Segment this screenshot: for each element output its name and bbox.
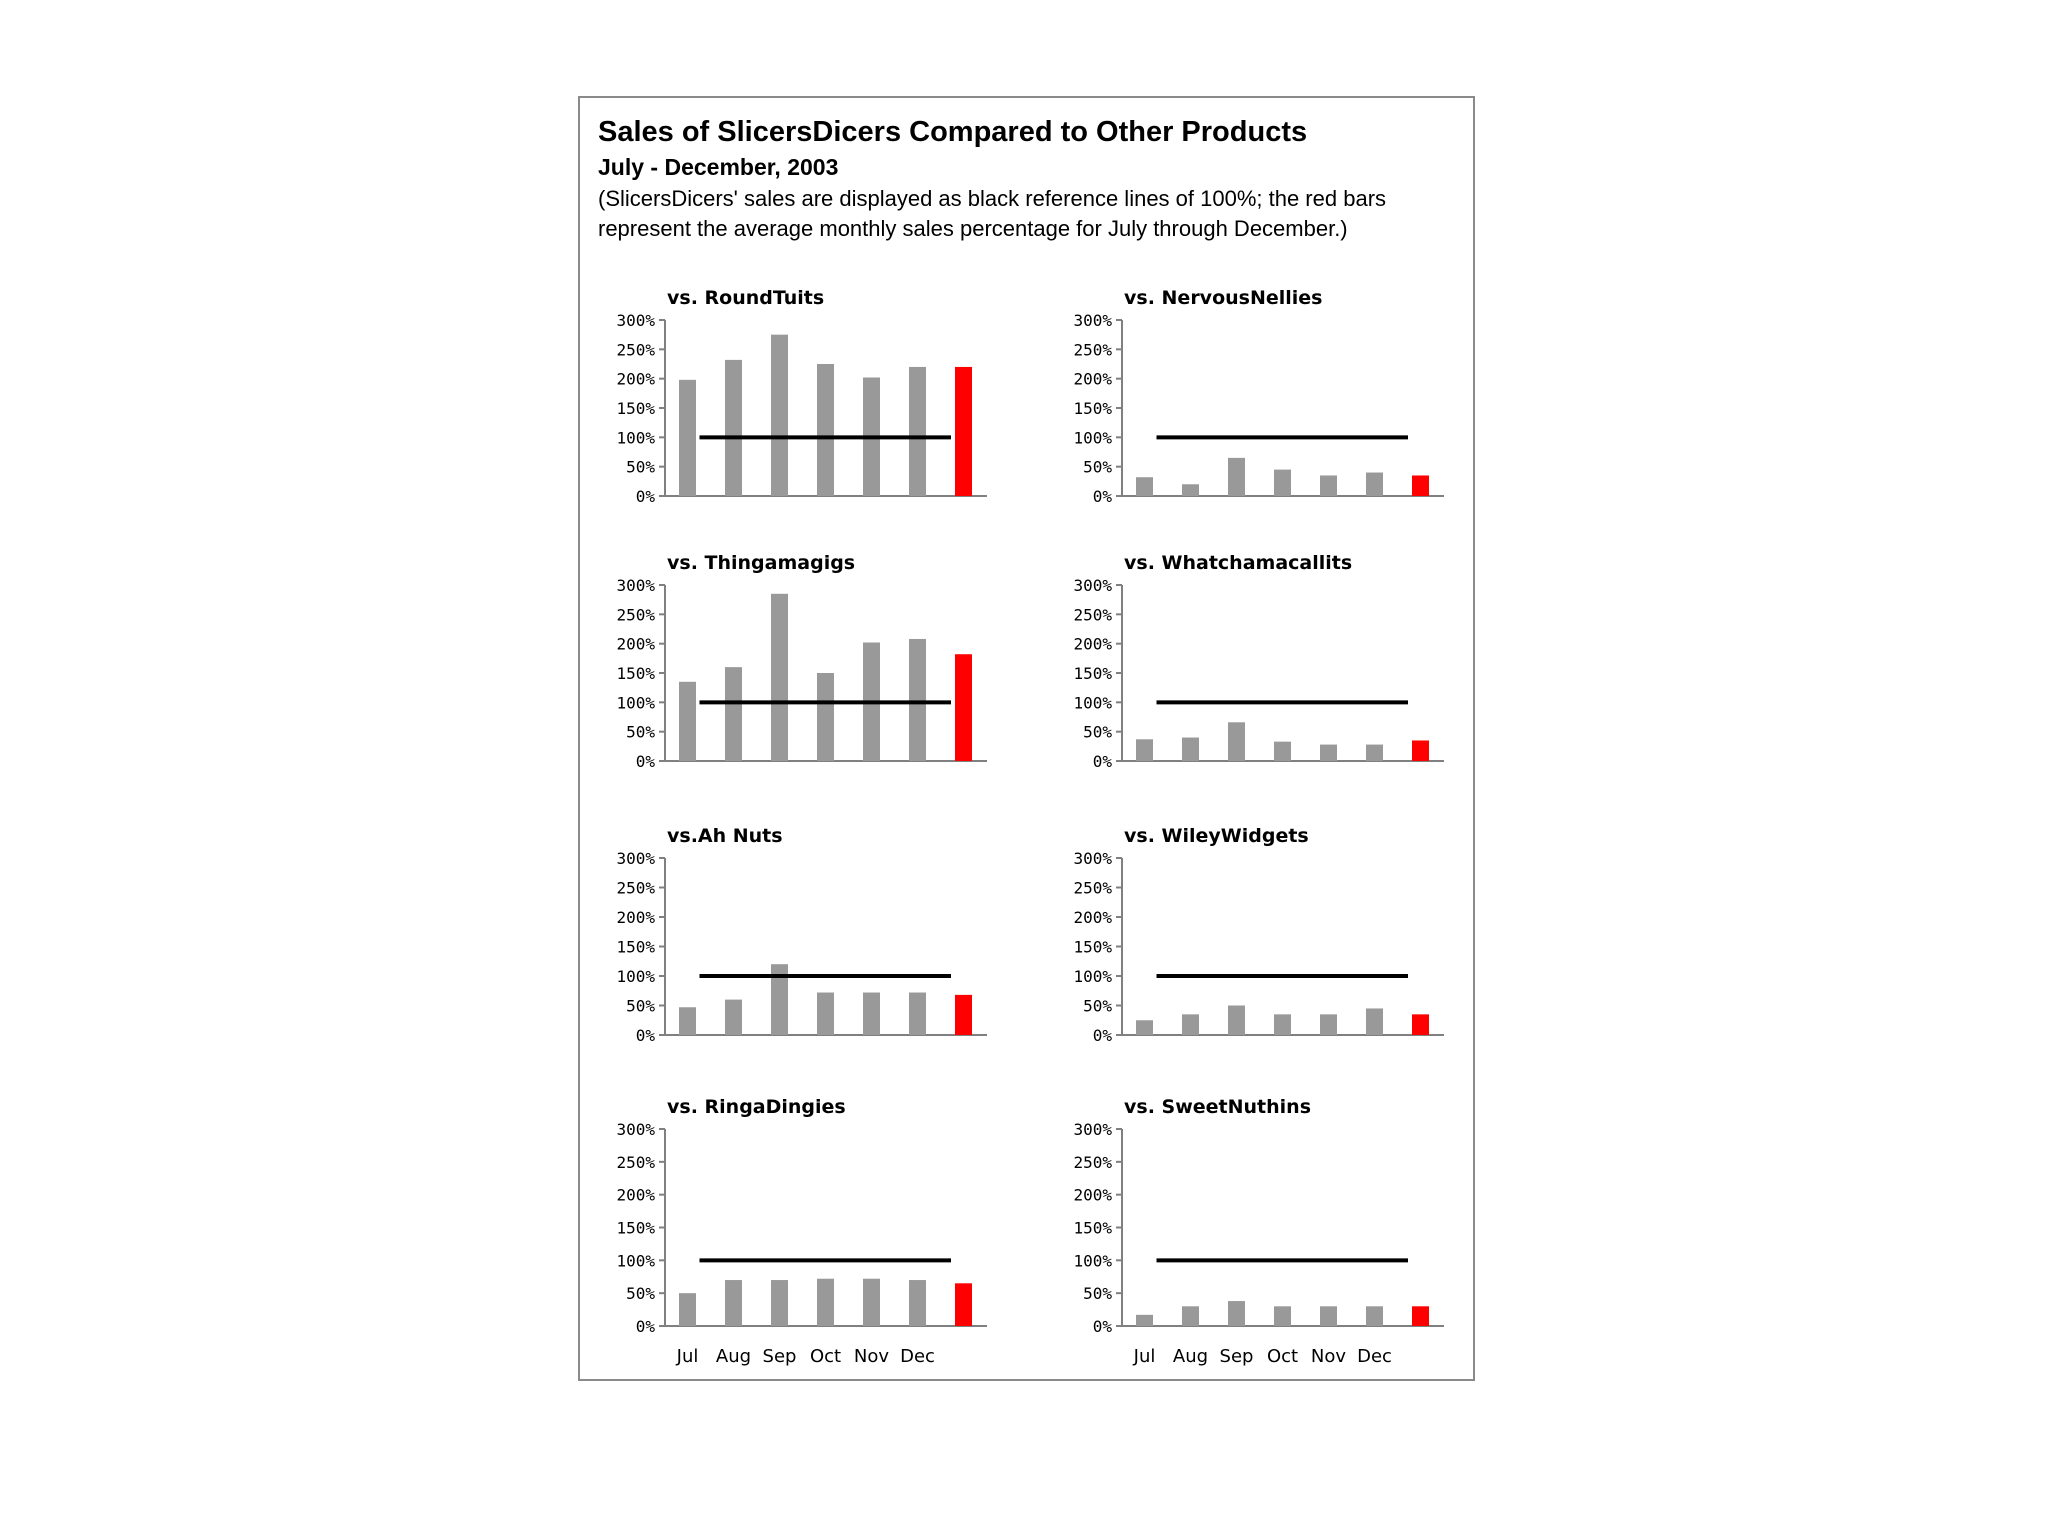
y-tick-label: 100% <box>616 693 655 713</box>
page-title: Sales of SlicersDicers Compared to Other Products <box>598 116 1308 148</box>
bar-jul <box>1136 477 1153 496</box>
y-tick-label: 250% <box>616 605 655 625</box>
bar-jul <box>1136 739 1153 761</box>
y-tick-label: 50% <box>1083 722 1112 742</box>
bar-oct <box>817 673 834 761</box>
y-tick-label: 0% <box>635 1026 655 1045</box>
average-bar <box>1412 1306 1429 1326</box>
y-tick-label: 300% <box>1073 576 1112 595</box>
x-tick-label: Nov <box>1310 1346 1347 1367</box>
y-tick-label: 200% <box>1073 1185 1112 1205</box>
y-tick-label: 300% <box>616 576 655 595</box>
bar-aug <box>725 1280 742 1326</box>
y-tick-label: 300% <box>1073 1120 1112 1139</box>
y-tick-label: 200% <box>1073 908 1112 927</box>
average-bar <box>955 367 972 496</box>
bar-dec <box>1366 745 1383 761</box>
bar-jul <box>1136 1315 1153 1326</box>
bar-oct <box>817 1279 834 1326</box>
y-tick-label: 250% <box>1073 340 1112 360</box>
bar-sep <box>1228 1006 1245 1036</box>
bar-oct <box>817 364 834 496</box>
y-tick-label: 250% <box>616 1152 655 1172</box>
bar-dec <box>909 639 926 761</box>
bar-nov <box>863 993 880 1035</box>
chart-title: vs. RoundTuits <box>667 287 825 309</box>
average-bar <box>1412 1014 1429 1035</box>
small-multiples-charts <box>580 98 1477 1383</box>
y-tick-label: 300% <box>616 849 655 868</box>
y-tick-label: 50% <box>626 1284 655 1304</box>
x-tick-label: Jul <box>676 1346 699 1367</box>
y-tick-label: 300% <box>1073 311 1112 330</box>
y-tick-label: 250% <box>616 340 655 360</box>
chart-7 <box>616 1096 987 1367</box>
y-tick-label: 150% <box>1073 399 1112 418</box>
bar-dec <box>909 367 926 496</box>
y-tick-label: 100% <box>616 428 655 448</box>
bar-dec <box>1366 473 1383 496</box>
bar-nov <box>863 1279 880 1326</box>
y-tick-label: 0% <box>1092 487 1112 506</box>
average-bar <box>1412 740 1429 761</box>
y-tick-label: 150% <box>616 937 655 957</box>
chart-2 <box>1073 287 1444 506</box>
average-bar <box>1412 475 1429 496</box>
bar-aug <box>1182 1306 1199 1326</box>
bar-jul <box>1136 1020 1153 1035</box>
y-tick-label: 250% <box>1073 605 1112 625</box>
chart-title: vs. Whatchamacallits <box>1124 552 1353 574</box>
x-tick-label: Jul <box>1133 1346 1156 1367</box>
y-tick-label: 200% <box>616 1185 655 1205</box>
bar-jul <box>679 682 696 761</box>
bar-dec <box>1366 1008 1383 1035</box>
average-bar <box>955 995 972 1035</box>
bar-aug <box>725 360 742 496</box>
bar-aug <box>1182 1014 1199 1035</box>
y-tick-label: 150% <box>1073 1218 1112 1238</box>
bar-dec <box>909 1280 926 1326</box>
bar-jul <box>679 1007 696 1035</box>
x-tick-label: Nov <box>853 1346 890 1367</box>
y-tick-label: 250% <box>1073 1152 1112 1172</box>
average-bar <box>955 1283 972 1326</box>
bar-oct <box>817 993 834 1035</box>
y-tick-label: 100% <box>1073 693 1112 713</box>
bar-nov <box>1320 1014 1337 1035</box>
bar-sep <box>771 335 788 496</box>
y-tick-label: 250% <box>616 878 655 898</box>
chart-6 <box>1073 825 1444 1045</box>
x-tick-label: Aug <box>1172 1346 1209 1367</box>
bar-sep <box>771 1280 788 1326</box>
x-tick-label: Oct <box>809 1346 842 1367</box>
bar-dec <box>1366 1306 1383 1326</box>
y-tick-label: 200% <box>616 908 655 927</box>
bar-oct <box>1274 1306 1291 1326</box>
chart-note: (SlicersDicers' sales are displayed as black reference lines of 100%; the red bars represent the average monthly sales percentage for July through December.) <box>598 186 1387 241</box>
chart-4 <box>1073 552 1444 771</box>
chart-3 <box>616 552 987 771</box>
y-tick-label: 100% <box>1073 1251 1112 1271</box>
bar-sep <box>1228 1301 1245 1326</box>
x-tick-label: Sep <box>762 1346 797 1367</box>
y-tick-label: 0% <box>1092 1026 1112 1045</box>
chart-8 <box>1073 1096 1444 1367</box>
bar-aug <box>1182 484 1199 496</box>
y-tick-label: 150% <box>1073 937 1112 957</box>
y-tick-label: 100% <box>616 967 655 986</box>
x-tick-label: Aug <box>715 1346 752 1367</box>
y-tick-label: 0% <box>1092 1317 1112 1336</box>
y-tick-label: 200% <box>616 634 655 654</box>
y-tick-label: 50% <box>626 457 655 477</box>
x-tick-label: Oct <box>1266 1346 1299 1367</box>
y-tick-label: 100% <box>1073 428 1112 448</box>
chart-title: vs. Thingamagigs <box>667 552 856 574</box>
y-tick-label: 0% <box>635 752 655 771</box>
chart-title: vs. WileyWidgets <box>1124 825 1309 847</box>
y-tick-label: 150% <box>616 664 655 683</box>
y-tick-label: 150% <box>616 1218 655 1238</box>
bar-dec <box>909 993 926 1035</box>
bar-sep <box>1228 722 1245 761</box>
chart-title: vs. NervousNellies <box>1124 287 1323 309</box>
bar-oct <box>1274 470 1291 496</box>
y-tick-label: 200% <box>1073 634 1112 654</box>
y-tick-label: 50% <box>1083 457 1112 477</box>
bar-jul <box>679 1293 696 1326</box>
y-tick-label: 50% <box>1083 1284 1112 1304</box>
chart-title: vs.Ah Nuts <box>667 825 783 847</box>
y-tick-label: 100% <box>1073 967 1112 986</box>
bar-aug <box>1182 738 1199 761</box>
chart-5 <box>616 825 987 1045</box>
x-tick-label: Dec <box>900 1346 935 1367</box>
y-tick-label: 0% <box>1092 752 1112 771</box>
chart-title: vs. RingaDingies <box>667 1096 846 1118</box>
bar-oct <box>1274 1014 1291 1035</box>
y-tick-label: 300% <box>616 311 655 330</box>
bar-jul <box>679 380 696 496</box>
y-tick-label: 0% <box>635 1317 655 1336</box>
bar-sep <box>1228 458 1245 496</box>
chart-title: vs. SweetNuthins <box>1124 1096 1312 1118</box>
bar-oct <box>1274 742 1291 761</box>
page-subtitle: July - December, 2003 <box>598 154 839 180</box>
x-tick-label: Dec <box>1357 1346 1392 1367</box>
y-tick-label: 0% <box>635 487 655 506</box>
y-tick-label: 50% <box>626 722 655 742</box>
x-tick-label: Sep <box>1219 1346 1254 1367</box>
y-tick-label: 150% <box>1073 664 1112 683</box>
y-tick-label: 250% <box>1073 878 1112 898</box>
bar-aug <box>725 667 742 761</box>
average-bar <box>955 654 972 761</box>
bar-sep <box>771 594 788 761</box>
y-tick-label: 50% <box>1083 996 1112 1016</box>
y-tick-label: 50% <box>626 996 655 1016</box>
y-tick-label: 150% <box>616 399 655 418</box>
chart-1 <box>616 287 987 506</box>
y-tick-label: 100% <box>616 1251 655 1271</box>
chart-panel <box>578 96 1475 1381</box>
bar-nov <box>1320 475 1337 496</box>
bar-nov <box>1320 1306 1337 1326</box>
y-tick-label: 300% <box>616 1120 655 1139</box>
bar-aug <box>725 1000 742 1035</box>
bar-nov <box>1320 745 1337 761</box>
y-tick-label: 300% <box>1073 849 1112 868</box>
y-tick-label: 200% <box>1073 369 1112 389</box>
y-tick-label: 200% <box>616 369 655 389</box>
